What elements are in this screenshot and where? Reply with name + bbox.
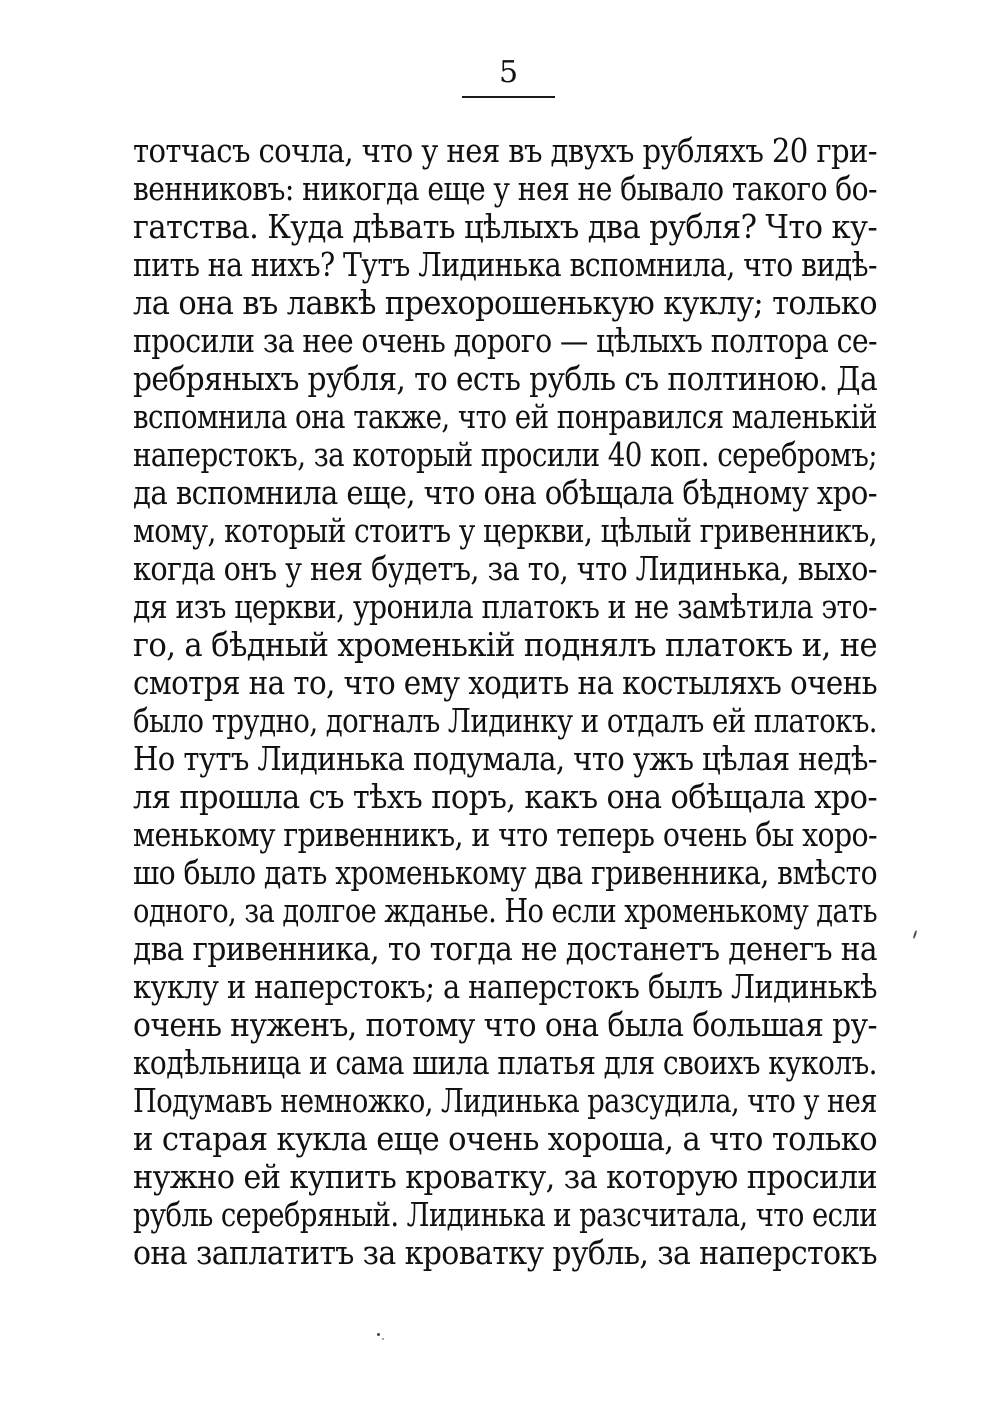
text-line-content: смотря на то, что ему ходить на костыляхъ очень: [133, 663, 878, 702]
text-line: [133, 854, 877, 892]
text-line: [133, 474, 877, 512]
text-line: [133, 1196, 877, 1234]
scan-artifact-speck: [377, 1333, 380, 1336]
text-line: [133, 322, 877, 360]
text-line-content: два гривенника, то тогда не достанетъ денегъ на: [133, 929, 877, 968]
text-line-content: ла она въ лавкѣ прехорошенькую куклу; только: [133, 283, 877, 322]
text-line-content: шо было дать хроменькому два гривенника, вмѣсто: [133, 853, 878, 892]
text-line: [133, 1158, 877, 1196]
text-line: [133, 550, 877, 588]
text-line-content: тотчасъ сочла, что у нея въ двухъ рубляхъ 20 гри-: [133, 131, 877, 170]
text-line-content: менькому гривенникъ, и что теперь очень бы хоро-: [133, 815, 877, 854]
text-line: [133, 208, 877, 246]
scan-artifact-mark: [913, 930, 918, 939]
text-line: [133, 930, 877, 968]
body-text: [133, 132, 877, 1272]
text-line: [133, 626, 877, 664]
text-line: [133, 1082, 877, 1120]
text-line: [133, 816, 877, 854]
text-line-content: да вспомнила еще, что она обѣщала бѣдному хро-: [133, 473, 878, 512]
text-line: [133, 968, 877, 1006]
text-line: [133, 436, 877, 474]
text-line-content: рубль серебряный. Лидинька и разсчитала, что если: [133, 1195, 877, 1234]
text-line-content: ребряныхъ рубля, то есть рубль съ полтиною. Да: [133, 359, 878, 398]
text-line: [133, 702, 877, 740]
text-line-content: наперстокъ, за который просили 40 коп. серебромъ;: [133, 435, 878, 474]
text-line-content: дя изъ церкви, уронила платокъ и не замѣтила это-: [133, 587, 877, 626]
text-line-content: и старая кукла еще очень хороша, а что только: [133, 1119, 878, 1158]
text-line: [133, 664, 877, 702]
text-line: [133, 892, 877, 930]
text-line-content: было трудно, догналъ Лидинку и отдалъ ей платокъ.: [133, 701, 877, 740]
text-line: [133, 740, 877, 778]
text-line: [133, 588, 877, 626]
text-line-content: гатства. Куда дѣвать цѣлыхъ два рубля? Что ку-: [133, 207, 878, 246]
text-line-content: вспомнила она также, что ей понравился маленькій: [133, 397, 877, 436]
text-line: [133, 1234, 877, 1272]
text-line: [133, 132, 877, 170]
text-line-content: мому, который стоитъ у церкви, цѣлый гривенникъ,: [133, 511, 878, 550]
text-line-content: Подумавъ немножко, Лидинька разсудила, что у нея: [133, 1081, 877, 1120]
text-line: [133, 246, 877, 284]
text-line-content: когда онъ у нея будетъ, за то, что Лидинька, выхо-: [133, 549, 877, 588]
text-line: [133, 778, 877, 816]
text-line: [133, 284, 877, 322]
text-line-content: нужно ей купить кроватку, за которую просили: [133, 1157, 877, 1196]
text-line: [133, 170, 877, 208]
page-number: 5: [498, 55, 519, 90]
text-line-content: го, а бѣдный хроменькій поднялъ платокъ и, не: [133, 625, 878, 664]
text-line: [133, 1044, 877, 1082]
text-line-content: одного, за долгое жданье. Но если хроменькому дать: [133, 891, 877, 930]
text-line-content: она заплатитъ за кроватку рубль, за наперстокъ: [133, 1233, 877, 1272]
text-line-content: очень нуженъ, потому что она была большая ру-: [133, 1005, 877, 1044]
text-line-content: Но тутъ Лидинька подумала, что ужъ цѣлая недѣ-: [133, 739, 877, 778]
page-number-rule: [462, 96, 555, 98]
text-line-content: пить на нихъ? Тутъ Лидинька вспомнила, что видѣ-: [133, 245, 877, 284]
text-line-content: венниковъ: никогда еще у нея не бывало такого бо-: [133, 169, 877, 208]
text-line-content: куклу и наперстокъ; а наперстокъ былъ Лидинькѣ: [133, 967, 877, 1006]
text-line-content: кодѣльница и сама шила платья для своихъ куколъ.: [133, 1043, 878, 1082]
text-line: [133, 1120, 877, 1158]
text-line: [133, 360, 877, 398]
text-line: [133, 512, 877, 550]
scan-artifact-speck: [382, 1338, 384, 1340]
text-line: [133, 1006, 877, 1044]
text-line-content: ля прошла съ тѣхъ поръ, какъ она обѣщала хро-: [133, 777, 878, 816]
text-line-content: просили за нее очень дорого — цѣлыхъ полтора се-: [133, 321, 877, 360]
text-line: [133, 398, 877, 436]
